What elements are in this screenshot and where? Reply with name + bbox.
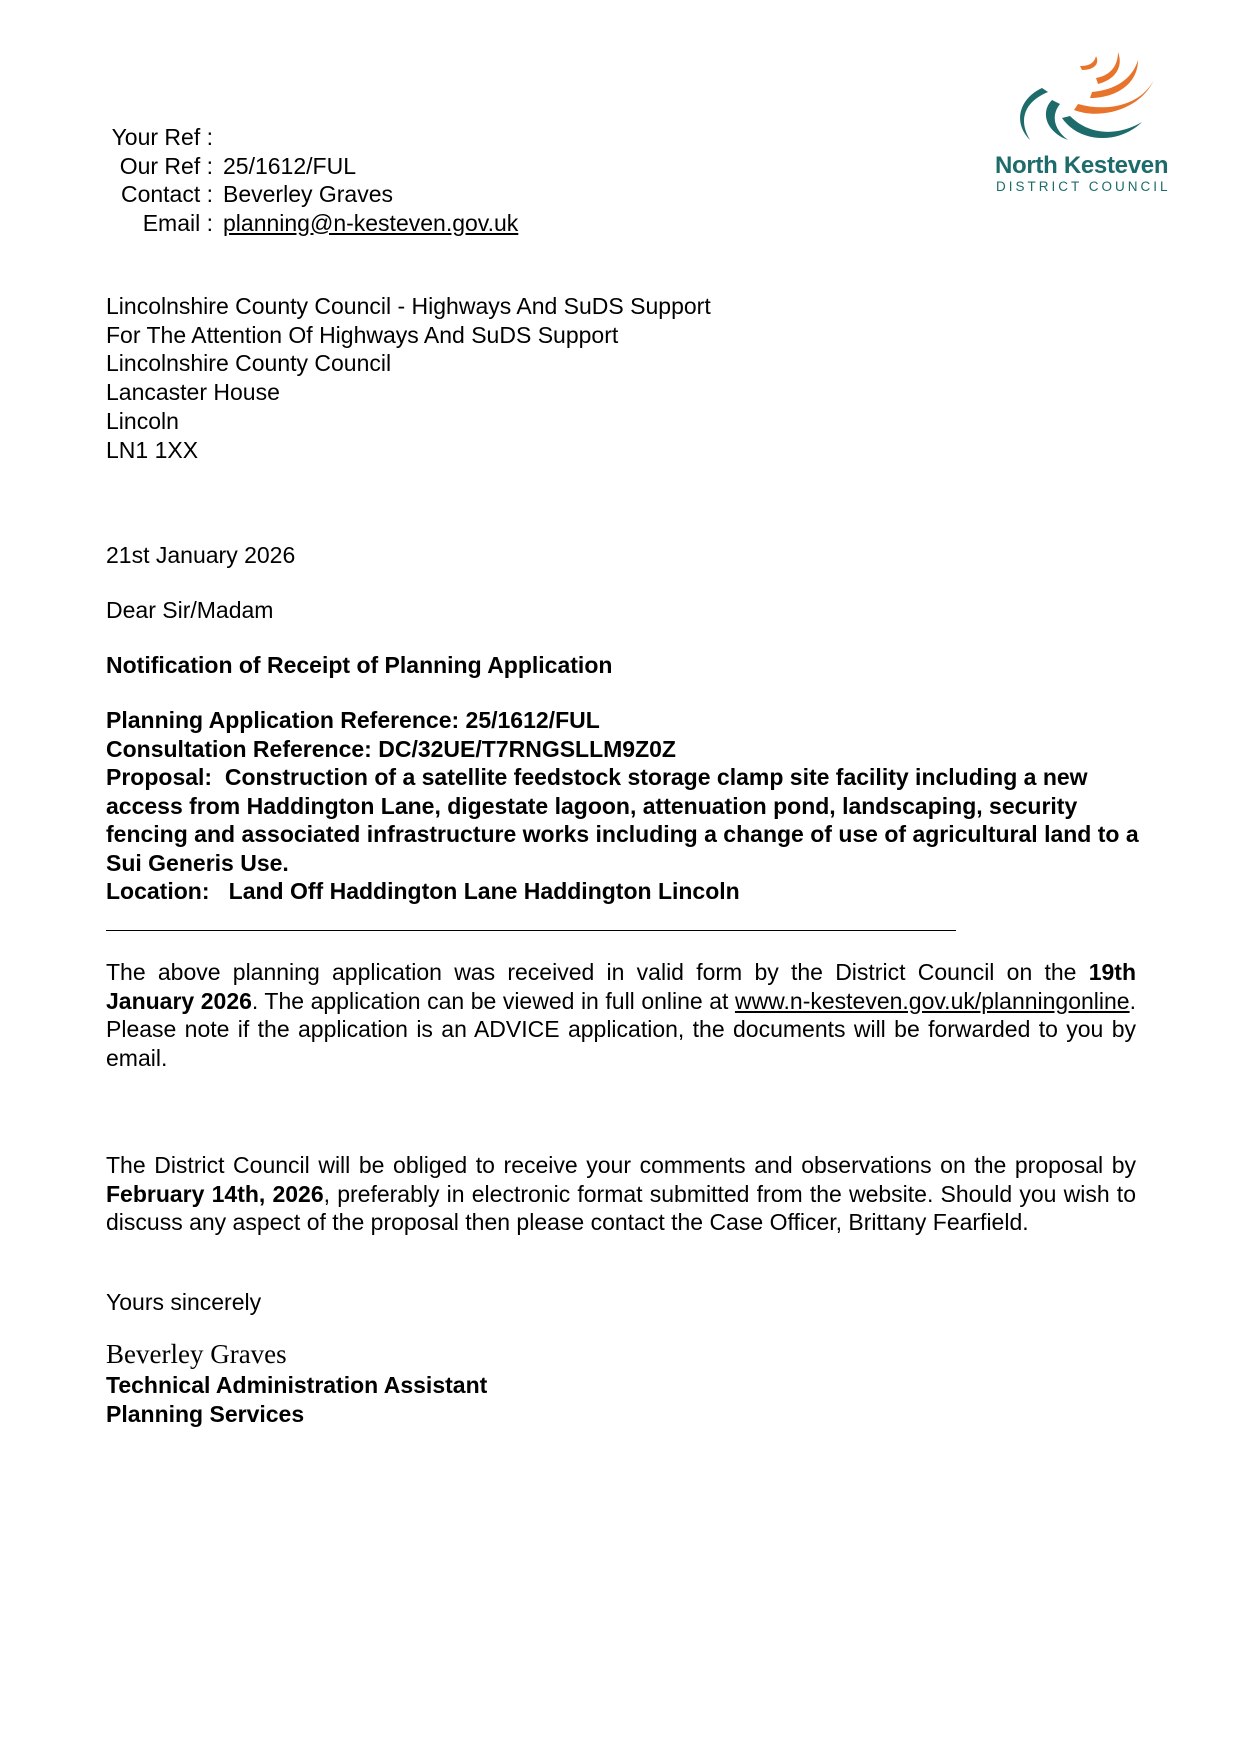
receipt-paragraph <box>106 958 1136 1072</box>
proposal-line <box>106 763 1146 877</box>
receipt-text: . Please note if the application is an ADVICE application, the documents will be forwarded to you by email. <box>106 987 1136 1071</box>
our-ref-row <box>100 152 518 181</box>
email-label: Email : <box>142 209 213 236</box>
email-link[interactable]: planning@n-kesteven.gov.uk <box>223 209 519 236</box>
our-ref-value: 25/1612/FUL <box>223 152 356 179</box>
proposal-label: Proposal: <box>106 764 213 790</box>
location-line <box>106 877 1146 906</box>
swirl-logo-icon <box>990 40 1190 150</box>
recipient-address <box>106 292 711 464</box>
salutation: Dear Sir/Madam <box>106 597 274 623</box>
application-ref-line <box>106 706 1146 735</box>
your-ref-row <box>100 123 518 152</box>
address-line: For The Attention Of Highways And SuDS Support <box>106 321 619 348</box>
receipt-text: The above planning application was received in valid form by the District Council on the <box>106 959 1089 985</box>
contact-label: Contact : <box>120 181 213 207</box>
application-details <box>106 706 1146 906</box>
consultation-ref-label: Consultation Reference: <box>106 735 372 762</box>
location-text: Land Off Haddington Lane Haddington Lincoln <box>228 878 740 904</box>
job-title: Technical Administration Assistant <box>106 1372 488 1398</box>
email-row <box>100 209 518 238</box>
application-ref-value: 25/1612/FUL <box>465 707 600 733</box>
application-ref-label: Planning Application Reference: <box>106 707 460 733</box>
letter-date: 21st January 2026 <box>106 542 296 568</box>
consultation-ref-line <box>106 735 1146 764</box>
contact-row <box>100 180 518 209</box>
received-date: 19th January 2026 <box>106 959 1136 1014</box>
receipt-text: . The application can be viewed in full online at <box>251 987 735 1014</box>
comments-paragraph <box>106 1151 1136 1237</box>
logo-title: North Kesteven <box>995 152 1169 179</box>
comments-text: The District Council will be obliged to receive your comments and observations on the proposal by <box>106 1152 1136 1178</box>
logo-subtitle: DISTRICT COUNCIL <box>996 179 1171 194</box>
location-label: Location: <box>106 878 210 904</box>
valediction: Yours sincerely <box>106 1289 262 1315</box>
address-line: Lincolnshire County Council - Highways And SuDS Support <box>106 293 711 319</box>
council-logo <box>990 40 1190 200</box>
address-line: LN1 1XX <box>106 436 199 463</box>
comments-text: , preferably in electronic format submitted from the website. Should you wish to discuss any aspect of the proposal then please contact the Case Officer, Brittany Fearfield. <box>106 1180 1136 1235</box>
consultation-ref-value: DC/32UE/T7RNGSLLM9Z0Z <box>378 735 676 762</box>
your-ref-label: Your Ref : <box>111 124 213 150</box>
divider-line <box>106 930 956 931</box>
address-line: Lancaster House <box>106 379 280 406</box>
proposal-text: Construction of a satellite feedstock storage clamp site facility including a new access from Haddington Lane, digestate lagoon, attenuation pond, landscaping, security fencing and associated infrastructure works including a change of use of agricultural land to a Sui Generis Use. <box>106 764 1139 876</box>
letter-subject: Notification of Receipt of Planning Application <box>106 652 613 678</box>
address-line: Lincoln <box>106 407 179 434</box>
our-ref-label: Our Ref : <box>119 152 213 179</box>
reference-block <box>100 123 518 237</box>
address-line: Lincolnshire County Council <box>106 350 392 377</box>
signature: Beverley Graves <box>106 1339 287 1369</box>
contact-value: Beverley Graves <box>223 181 394 207</box>
planning-online-link[interactable]: www.n-kesteven.gov.uk/planningonline <box>734 987 1130 1014</box>
comments-deadline: February 14th, 2026 <box>106 1180 324 1207</box>
department: Planning Services <box>106 1401 305 1427</box>
